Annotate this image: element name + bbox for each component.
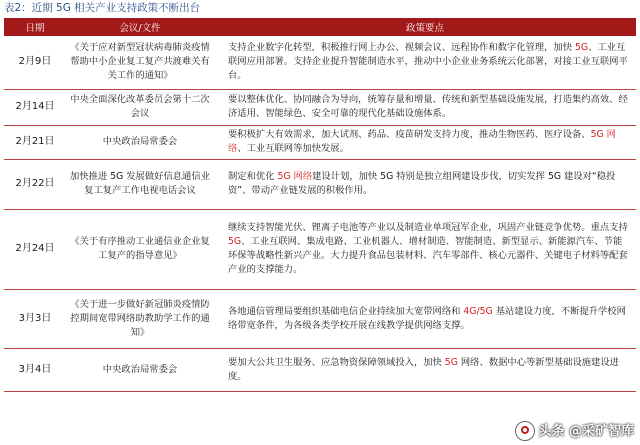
policy-text: 建设计划，加快 5G 特别是独立组网建设步伐，切实发挥 5G 建设对“稳投资”、带动产业链发展的积极作用。 (228, 171, 616, 196)
header-date: 日期 (4, 18, 66, 36)
row-date: 3月3日 (4, 289, 66, 348)
table-body (4, 36, 636, 391)
policy-text: 各地通信管理局要组织基础电信企业持续加大宽带网络和 (228, 305, 464, 317)
table-header (4, 18, 636, 36)
row-document: 《关于进一步做好新冠肺炎疫情防控期间宽带网络助教助学工作的通知》 (66, 289, 214, 348)
watermark-text: 头条 @采矿智库 (538, 423, 634, 439)
row-date: 2月9日 (4, 36, 66, 89)
row-document: 中央政治局常委会 (66, 348, 214, 391)
highlight-text: 4G/5G (463, 305, 493, 317)
row-policy-points (214, 36, 636, 89)
row-document: 《关于应对新型冠状病毒肺炎疫情帮助中小企业复工复产共渡难关有关工作的通知》 (66, 36, 214, 89)
policy-text: 支持企业数字化转型，积极推行网上办公、视频会议、远程协作和数字化管理，加快 (228, 42, 575, 54)
policy-text: 要加大公共卫生服务、应急物资保障领域投入，加快 (228, 356, 445, 368)
table-row (4, 125, 636, 159)
row-policy-points (214, 348, 636, 391)
row-date: 2月22日 (4, 159, 66, 209)
policy-text: 基站建设力度，不断提升学校网络带宽条件，为各级各类学校开展在线教学提供网络支撑。 (228, 305, 626, 331)
policy-table (4, 18, 636, 392)
highlight-text: 5G (228, 236, 242, 247)
row-document: 《关于有序推动工业通信业企业复工复产的指导意见》 (66, 209, 214, 289)
table-row (4, 289, 636, 348)
policy-text: 继续支持智能光伏、锂离子电池等产业以及制造业单项冠军企业，巩固产业链竞争优势。重点支持 (228, 222, 628, 233)
table-caption: 表2：近期 5G 相关产业支持政策不断出台 (4, 2, 201, 14)
policy-text: 、工业互联网等加快发展。 (237, 143, 349, 154)
policy-text: 、工业互联网应用部署。支持企业提升智能制造水平，推动中小企业业务系统云化部署，对接工业互联网平台。 (228, 42, 628, 82)
row-policy-points (214, 159, 636, 209)
highlight-text: 5G (444, 356, 458, 368)
row-policy-points (214, 289, 636, 348)
row-date: 2月14日 (4, 89, 66, 125)
header-policy-points: 政策要点 (214, 18, 636, 36)
table-row (4, 89, 636, 125)
row-policy-points (214, 89, 636, 125)
watermark-logo-icon (515, 421, 535, 441)
highlight-text: 5G 网络 (277, 171, 313, 182)
policy-text: 网络、数据中心等新型基础设施建设进度。 (228, 356, 619, 382)
highlight-text: 5G 网络 (228, 129, 616, 154)
header-document: 会议/文件 (66, 18, 214, 36)
row-policy-points (214, 125, 636, 159)
row-document: 中央政治局常委会 (66, 125, 214, 159)
row-document: 加快推进 5G 发展做好信息通信业复工复产工作电视电话会议 (66, 159, 214, 209)
table-row (4, 209, 636, 289)
policy-text: 、工业互联网、集成电路、工业机器人、增材制造、智能制造、新型显示、新能源汽车、节能环保等战略性新兴产业。大力提升食品包装材料、汽车零部件、核心元器件、关键电子材料等配套产业的支撑能力。 (228, 236, 628, 275)
row-date: 3月4日 (4, 348, 66, 391)
row-document: 中央全面深化改革委员会第十二次会议 (66, 89, 214, 125)
policy-text: 要积极扩大有效需求，加大试剂、药品、疫苗研发支持力度，推动生物医药、医疗设备、 (228, 129, 591, 140)
row-policy-points (214, 209, 636, 289)
policy-text: 制定和优化 (228, 171, 278, 182)
watermark (512, 420, 634, 442)
table-row (4, 36, 636, 89)
highlight-text: 5G (574, 42, 589, 54)
table-row (4, 159, 636, 209)
policy-text: 要以整体优化、协同融合为导向，统筹存量和增量、传统和新型基础设施发展，打造集约高效、经济适用、智能绿色、安全可靠的现代化基础设施体系。 (228, 94, 628, 119)
row-date: 2月21日 (4, 125, 66, 159)
table-row (4, 348, 636, 391)
row-date: 2月24日 (4, 209, 66, 289)
